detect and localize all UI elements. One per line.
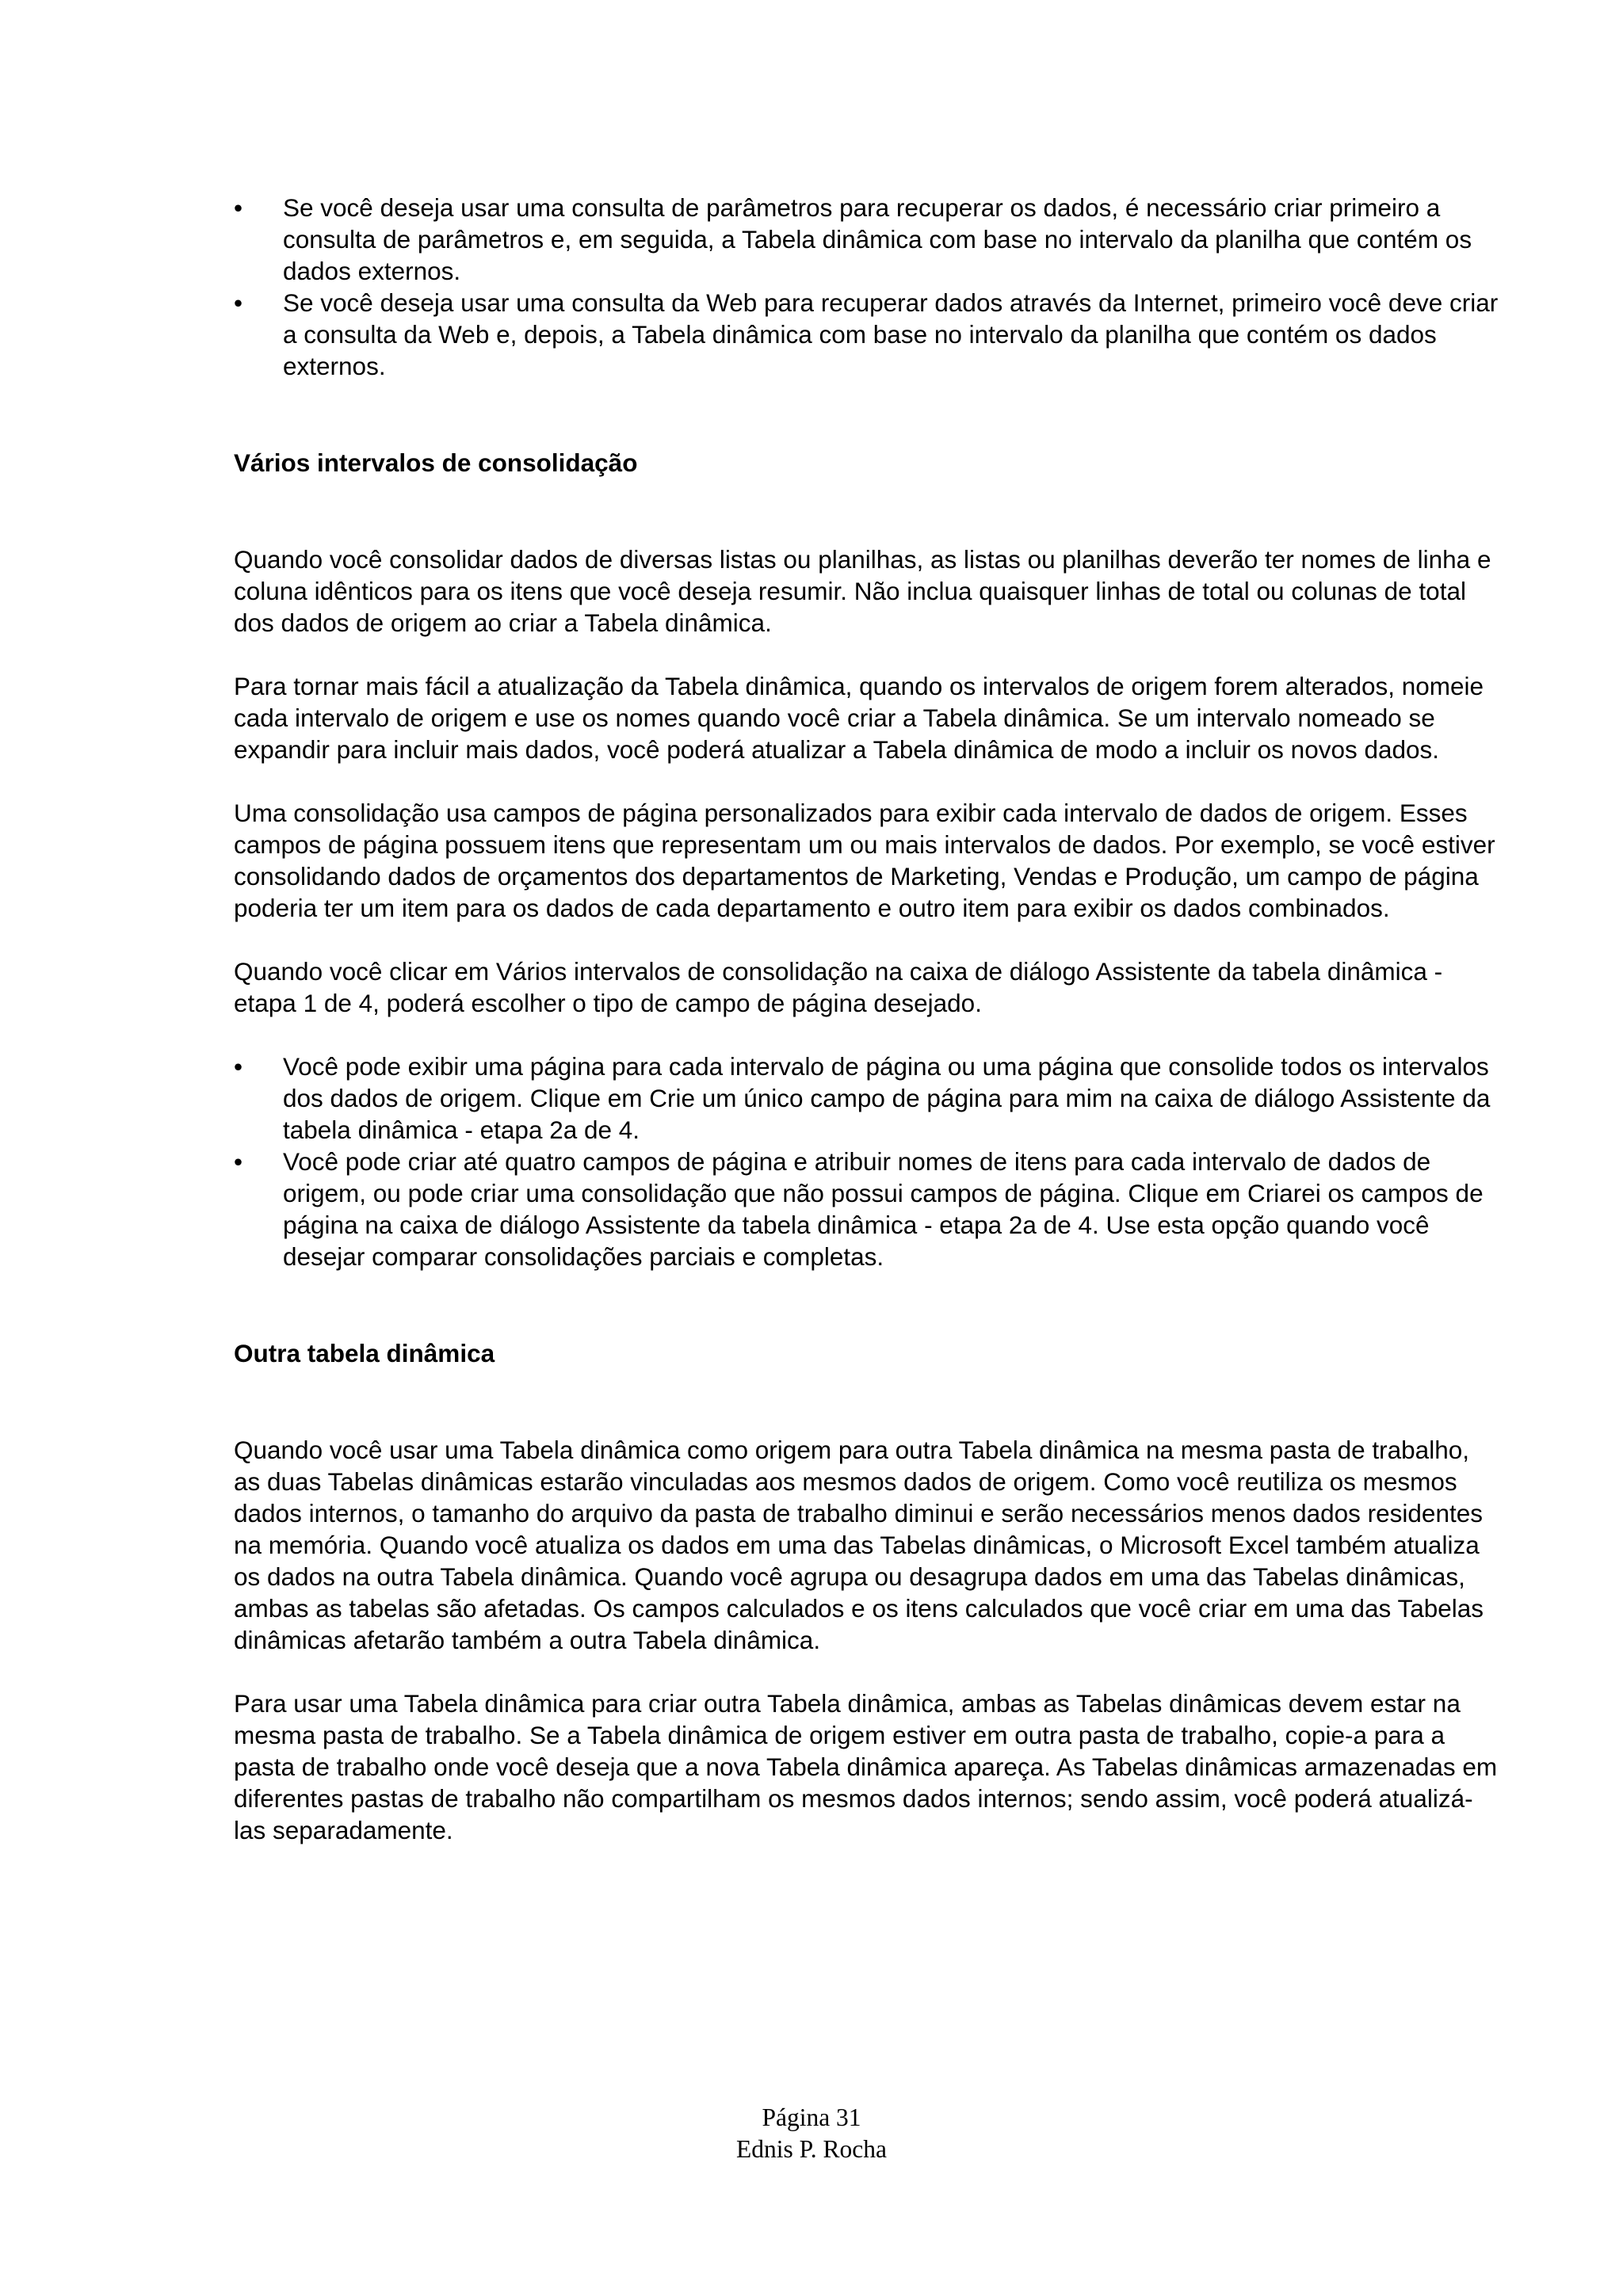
list-item-text: Se você deseja usar uma consulta de parâmetros para recuperar os dados, é necessário criar primeiro a consulta de parâmetros e, em seguida, a Tabela dinâmica com base no intervalo da planilha que contém os dados externos.: [283, 193, 1472, 285]
list-item: [234, 1051, 1502, 1146]
paragraph: Para usar uma Tabela dinâmica para criar outra Tabela dinâmica, ambas as Tabelas dinâmicas devem estar na mesma pasta de trabalho. Se a Tabela dinâmica de origem estiver em outra pasta de trabalho, copie-a para a pasta de trabalho onde você deseja que a nova Tabela dinâmica apareça. As Tabelas dinâmicas armazenadas em diferentes pastas de trabalho não compartilham os mesmos dados internos; sendo assim, você poderá atualizá-las separadamente.: [234, 1689, 1498, 1844]
page-footer: [0, 2102, 1623, 2165]
section-heading-other-pivot: Outra tabela dinâmica: [234, 1339, 495, 1367]
document-page: [234, 192, 1502, 1846]
bullet-list-page-fields: [234, 1051, 1502, 1272]
paragraph: Para tornar mais fácil a atualização da Tabela dinâmica, quando os intervalos de origem forem alterados, nomeie cada intervalo de origem e use os nomes quando você criar a Tabela dinâmica. Se um intervalo nomeado se expandir para incluir mais dados, você poderá atualizar a Tabela dinâmica de modo a incluir os novos dados.: [234, 672, 1484, 764]
list-item-text: Você pode exibir uma página para cada intervalo de página ou uma página que consolide todos os intervalos dos dados de origem. Clique em Crie um único campo de página para mim na caixa de diálogo Assistente da tabela dinâmica - etapa 2a de 4.: [283, 1052, 1491, 1144]
bullet-icon: •: [234, 1052, 243, 1081]
list-item: [234, 192, 1502, 287]
paragraph: Uma consolidação usa campos de página personalizados para exibir cada intervalo de dados de origem. Esses campos de página possuem itens que representam um ou mais intervalos de dados. Por exemplo, se você estiver consolidando dados de orçamentos dos departamentos de Marketing, Vendas e Produção, um campo de página poderia ter um item para os dados de cada departamento e outro item para exibir os dados combinados.: [234, 799, 1495, 922]
list-item-text: Você pode criar até quatro campos de página e atribuir nomes de itens para cada intervalo de dados de origem, ou pode criar uma consolidação que não possui campos de página. Clique em Criarei os campos de página na caixa de diálogo Assistente da tabela dinâmica - etapa 2a de 4. Use esta opção quando você desejar comparar consolidações parciais e completas.: [283, 1147, 1484, 1271]
section-heading-consolidation: Vários intervalos de consolidação: [234, 448, 638, 477]
author-name: Ednis P. Rocha: [736, 2135, 887, 2163]
paragraph: Quando você clicar em Vários intervalos de consolidação na caixa de diálogo Assistente da tabela dinâmica - etapa 1 de 4, poderá escolher o tipo de campo de página desejado.: [234, 957, 1443, 1017]
bullet-icon: •: [234, 288, 243, 317]
bullet-list-data-sources: [234, 192, 1502, 382]
bullet-icon: •: [234, 193, 243, 222]
paragraph: Quando você consolidar dados de diversas listas ou planilhas, as listas ou planilhas deverão ter nomes de linha e coluna idênticos para os itens que você deseja resumir. Não inclua quaisquer linhas de total ou colunas de total dos dados de origem ao criar a Tabela dinâmica.: [234, 545, 1491, 637]
bullet-icon: •: [234, 1147, 243, 1176]
list-item: [234, 1146, 1502, 1272]
page-number: Página 31: [762, 2103, 861, 2131]
paragraph: Quando você usar uma Tabela dinâmica como origem para outra Tabela dinâmica na mesma pasta de trabalho, as duas Tabelas dinâmicas estarão vinculadas aos mesmos dados de origem. Como você reutiliza os mesmos dados internos, o tamanho do arquivo da pasta de trabalho diminui e serão necessários menos dados residentes na memória. Quando você atualiza os dados em uma das Tabelas dinâmicas, o Microsoft Excel também atualiza os dados na outra Tabela dinâmica. Quando você agrupa ou desagrupa dados em uma das Tabelas dinâmicas, ambas as tabelas são afetadas. Os campos calculados e os itens calculados que você criar em uma das Tabelas dinâmicas afetarão também a outra Tabela dinâmica.: [234, 1436, 1484, 1654]
list-item-text: Se você deseja usar uma consulta da Web para recuperar dados através da Internet, primeiro você deve criar a consulta da Web e, depois, a Tabela dinâmica com base no intervalo da planilha que contém os dados externos.: [283, 288, 1499, 380]
list-item: [234, 287, 1502, 382]
